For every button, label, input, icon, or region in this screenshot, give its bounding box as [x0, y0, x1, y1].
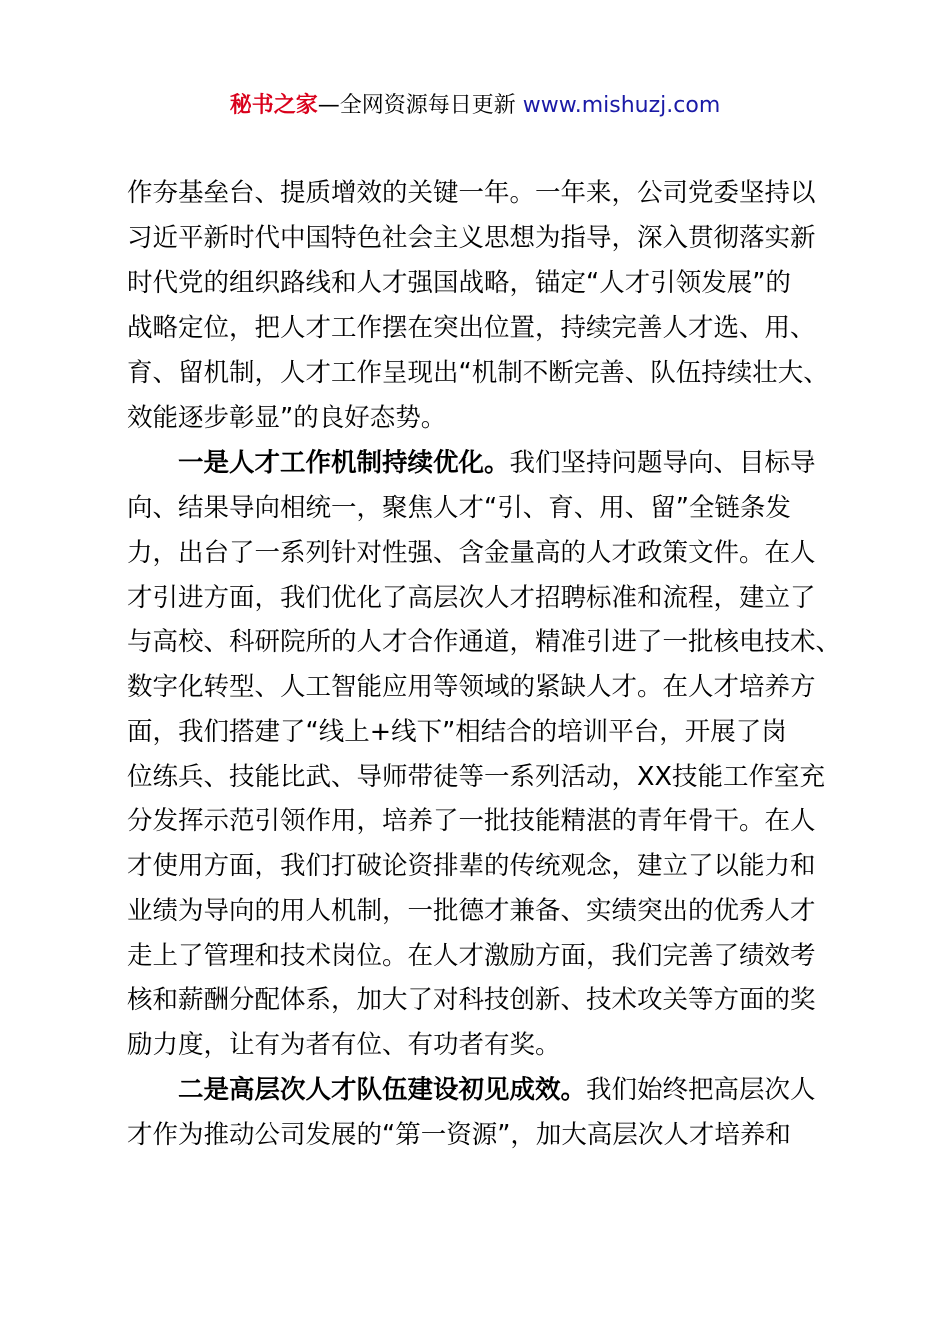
body-line: 战略定位，把人才工作摆在突出位置，持续完善人才选、用、: [127, 313, 816, 343]
body-line: 向、结果导向相统一，聚焦人才“引、育、用、留”全链条发: [127, 493, 791, 523]
body-line: 数字化转型、人工智能应用等领域的紧缺人才。在人才培养方: [127, 672, 816, 702]
body-line: 分发挥示范引领作用，培养了一批技能精湛的青年骨干。在人: [127, 806, 816, 836]
body-line-text: 我们始终把高层次人: [586, 1075, 816, 1105]
body-line: 才使用方面，我们打破论资排辈的传统观念，建立了以能力和: [127, 851, 816, 881]
body-line-text: 我们坚持问题导向、目标导: [509, 448, 816, 478]
body-line: 育、留机制，人才工作呈现出“机制不断完善、队伍持续壮大、: [127, 358, 829, 388]
body-line: 励力度，让有为者有位、有功者有奖。: [127, 1030, 561, 1060]
paragraph-first-line: [178, 1068, 816, 1112]
section-heading-2: 二是高层次人才队伍建设初见成效。: [178, 1075, 587, 1105]
site-header: [0, 86, 950, 126]
body-line: 作夯基垒台、提质增效的关键一年。一年来，公司党委坚持以: [127, 178, 816, 208]
brand-name: 秘书之家: [229, 93, 318, 118]
body-line: 核和薪酬分配体系，加大了对科技创新、技术攻关等方面的奖: [127, 985, 816, 1015]
body-line: 效能逐步彰显”的良好态势。: [127, 403, 447, 433]
body-line: 力，出台了一系列针对性强、含金量高的人才政策文件。在人: [127, 538, 816, 568]
paragraph-first-line: [178, 441, 816, 485]
body-line: 面，我们搭建了“线上+线下”相结合的培训平台，开展了岗: [127, 717, 787, 747]
body-line: 与高校、科研院所的人才合作通道，精准引进了一批核电技术、: [127, 627, 842, 657]
body-line: 位练兵、技能比武、导师带徒等一系列活动，XX技能工作室充: [127, 762, 825, 792]
header-tagline: —全网资源每日更新: [317, 93, 523, 118]
body-line: 习近平新时代中国特色社会主义思想为指导，深入贯彻落实新: [127, 223, 816, 253]
body-line: 业绩为导向的用人机制，一批德才兼备、实绩突出的优秀人才: [127, 896, 816, 926]
body-line: 走上了管理和技术岗位。在人才激励方面，我们完善了绩效考: [127, 941, 816, 971]
body-line: 时代党的组织路线和人才强国战略，锚定“人才引领发展”的: [127, 268, 791, 298]
section-heading-1: 一是人才工作机制持续优化。: [178, 448, 510, 478]
body-line: 才作为推动公司发展的“第一资源”，加大高层次人才培养和: [127, 1120, 791, 1150]
body-line: 才引进方面，我们优化了高层次人才招聘标准和流程，建立了: [127, 583, 816, 613]
site-url: www.mishuzj.com: [522, 93, 721, 118]
